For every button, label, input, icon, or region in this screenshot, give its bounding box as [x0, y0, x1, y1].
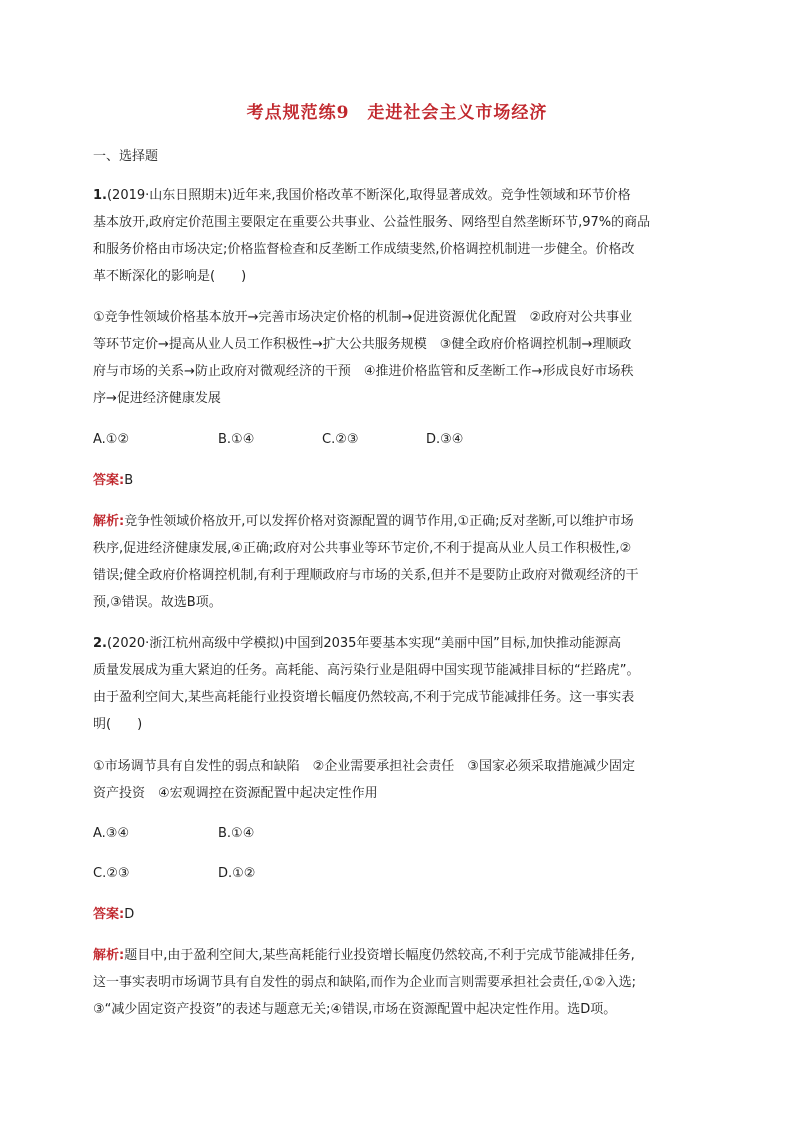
question-number: 1.	[93, 188, 107, 203]
option-a: A.①②	[93, 432, 130, 447]
answer-line	[93, 467, 703, 494]
analysis-line: 错误;健全政府价格调控机制,有利于理顺政府与市场的关系,但并不是要防止政府对微观经济的干	[93, 568, 639, 583]
question-2-answer	[93, 901, 703, 928]
stem-line: 质量发展成为重大紧迫的任务。高耗能、高污染行业是阻碍中国实现节能减排目标的“拦路虎”。	[93, 663, 640, 678]
section-heading-text: 一、选择题	[93, 149, 159, 164]
page-title: 考点规范练9 走进社会主义市场经济	[246, 103, 548, 123]
statement-line: 府与市场的关系→防止政府对微观经济的干预 ④推进价格监管和反垄断工作→形成良好市场秩	[93, 364, 634, 379]
question-2-stem	[93, 630, 703, 738]
analysis-label: 解析:	[93, 948, 125, 963]
question-1-stem	[93, 182, 703, 290]
option-a: A.③④	[93, 826, 130, 841]
stem-text: (2020·浙江杭州高级中学模拟)中国到2035年要基本实现“美丽中国”目标,加快推动能源高	[106, 636, 622, 651]
stem-line: 明( )	[93, 717, 143, 732]
statement-line: 等环节定价→提高从业人员工作积极性→扩大公共服务规模 ③健全政府价格调控机制→理顺政	[93, 337, 632, 352]
question-1-answer	[93, 467, 703, 494]
statement-line: ①竞争性领域价格基本放开→完善市场决定价格的机制→促进资源优化配置 ②政府对公共事业	[93, 310, 633, 325]
answer-value: B	[124, 473, 134, 488]
question-1-analysis	[93, 508, 703, 616]
stem-text: (2019·山东日照期末)近年来,我国价格改革不断深化,取得显著成效。竞争性领域和环节价格	[106, 188, 631, 203]
stem-line	[93, 630, 703, 657]
stem-line: 和服务价格由市场决定;价格监督检查和反垄断工作成绩斐然,价格调控机制进一步健全。价格改	[93, 242, 635, 257]
option-c: C.②③	[93, 866, 130, 881]
stem-line: 基本放开,政府定价范围主要限定在重要公共事业、公益性服务、网络型自然垄断环节,97%的商品	[93, 215, 651, 230]
analysis-text: 题目中,由于盈利空间大,某些高耗能行业投资增长幅度仍然较高,不利于完成节能减排任务,	[124, 948, 635, 963]
answer-line	[93, 901, 703, 928]
answer-label: 答案:	[93, 473, 125, 488]
statement-line: ①市场调节具有自发性的弱点和缺陷 ②企业需要承担社会责任 ③国家必须采取措施减少固定	[93, 759, 635, 774]
analysis-line: 这一事实表明市场调节具有自发性的弱点和缺陷,而作为企业而言则需要承担社会责任,①②入选;	[93, 975, 636, 990]
question-number: 2.	[93, 636, 107, 651]
stem-line: 革不断深化的影响是( )	[93, 269, 247, 284]
statement-line: 资产投资 ④宏观调控在资源配置中起决定性作用	[93, 786, 378, 801]
option-b: B.①④	[218, 432, 255, 447]
option-b: B.①④	[218, 826, 255, 841]
analysis-label: 解析:	[93, 514, 125, 529]
answer-label: 答案:	[93, 907, 125, 922]
stem-line	[93, 182, 703, 209]
option-c: C.②③	[322, 432, 359, 447]
option-d: D.①②	[218, 866, 256, 881]
analysis-line	[93, 508, 703, 535]
analysis-text: 竞争性领域价格放开,可以发挥价格对资源配置的调节作用,①正确;反对垄断,可以维护市场	[124, 514, 634, 529]
answer-value: D	[124, 907, 135, 922]
analysis-line: ③“减少固定资产投资”的表述与题意无关;④错误,市场在资源配置中起决定性作用。选D项。	[93, 1002, 617, 1017]
section-heading	[93, 143, 703, 170]
question-2-analysis	[93, 942, 703, 1023]
question-2-statements	[93, 753, 703, 807]
option-d: D.③④	[426, 432, 464, 447]
analysis-line: 秩序,促进经济健康发展,④正确;政府对公共事业等环节定价,不利于提高从业人员工作积极性,②	[93, 541, 632, 556]
question-1-statements	[93, 304, 703, 412]
analysis-line	[93, 942, 703, 969]
stem-line: 由于盈利空间大,某些高耗能行业投资增长幅度仍然较高,不利于完成节能减排任务。这一事实表	[93, 690, 635, 705]
statement-line: 序→促进经济健康发展	[93, 391, 221, 406]
analysis-line: 预,③错误。故选B项。	[93, 595, 222, 610]
